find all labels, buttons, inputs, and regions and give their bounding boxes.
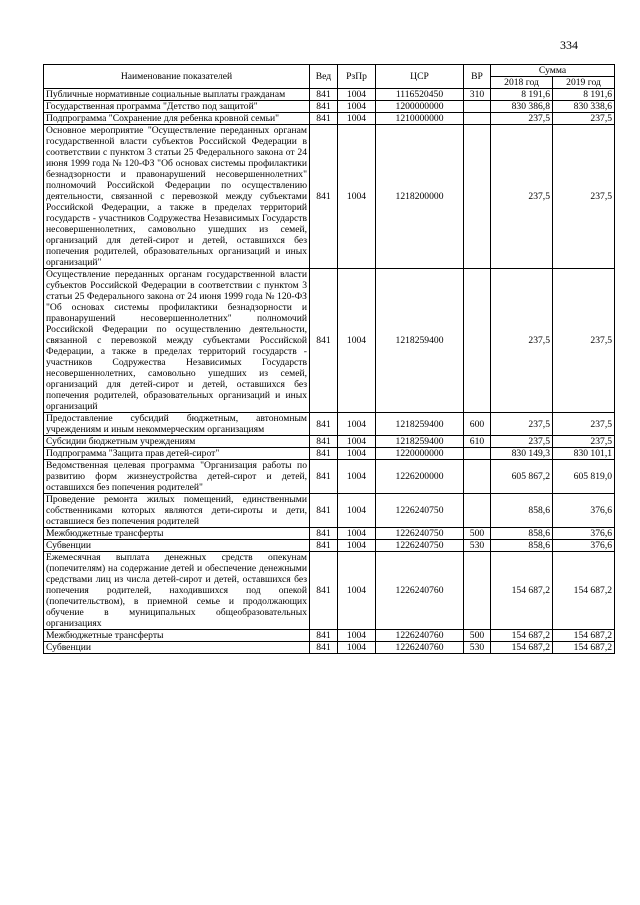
row-rzpr: 1004 <box>338 436 376 448</box>
row-csr: 1116520450 <box>376 89 464 101</box>
row-sum-2018: 237,5 <box>491 113 553 125</box>
table-row <box>44 413 615 436</box>
row-sum-2019: 830 101,1 <box>553 448 615 460</box>
table-row <box>44 540 615 552</box>
row-name: Субвенции <box>44 540 310 552</box>
table-row <box>44 89 615 101</box>
row-sum-2018: 858,6 <box>491 528 553 540</box>
row-rzpr: 1004 <box>338 460 376 494</box>
row-rzpr: 1004 <box>338 494 376 528</box>
row-rzpr: 1004 <box>338 540 376 552</box>
row-name: Субвенции <box>44 642 310 654</box>
row-name: Межбюджетные трансферты <box>44 528 310 540</box>
row-csr: 1218259400 <box>376 413 464 436</box>
row-vr <box>464 460 491 494</box>
row-sum-2019: 376,6 <box>553 494 615 528</box>
row-ved: 841 <box>310 436 338 448</box>
row-sum-2018: 237,5 <box>491 436 553 448</box>
row-rzpr: 1004 <box>338 448 376 460</box>
row-sum-2019: 8 191,6 <box>553 89 615 101</box>
row-ved: 841 <box>310 448 338 460</box>
row-sum-2019: 237,5 <box>553 113 615 125</box>
row-rzpr: 1004 <box>338 89 376 101</box>
row-vr <box>464 269 491 413</box>
row-sum-2019: 376,6 <box>553 528 615 540</box>
row-rzpr: 1004 <box>338 125 376 269</box>
row-ved: 841 <box>310 101 338 113</box>
row-name: Субсидии бюджетным учреждениям <box>44 436 310 448</box>
row-vr <box>464 113 491 125</box>
table-row <box>44 494 615 528</box>
row-sum-2018: 237,5 <box>491 125 553 269</box>
row-rzpr: 1004 <box>338 552 376 630</box>
row-sum-2019: 154 687,2 <box>553 552 615 630</box>
row-rzpr: 1004 <box>338 642 376 654</box>
row-sum-2019: 376,6 <box>553 540 615 552</box>
row-ved: 841 <box>310 642 338 654</box>
row-name: Предоставление субсидий бюджетным, автономным учреждениям и иным некоммерческим организациям <box>44 413 310 436</box>
row-vr <box>464 552 491 630</box>
budget-table <box>43 64 615 654</box>
row-vr <box>464 125 491 269</box>
row-rzpr: 1004 <box>338 113 376 125</box>
row-sum-2018: 154 687,2 <box>491 642 553 654</box>
header-year-2019: 2019 год <box>553 77 615 89</box>
table-row <box>44 125 615 269</box>
row-rzpr: 1004 <box>338 528 376 540</box>
row-ved: 841 <box>310 413 338 436</box>
table-row <box>44 642 615 654</box>
row-ved: 841 <box>310 89 338 101</box>
row-name: Межбюджетные трансферты <box>44 630 310 642</box>
row-csr: 1210000000 <box>376 113 464 125</box>
row-sum-2018: 154 687,2 <box>491 630 553 642</box>
row-rzpr: 1004 <box>338 630 376 642</box>
row-name: Проведение ремонта жилых помещений, единственными собственниками которых являются дети-сироты и дети, оставшиеся без попечения родителей <box>44 494 310 528</box>
row-sum-2018: 237,5 <box>491 269 553 413</box>
row-csr: 1218200000 <box>376 125 464 269</box>
row-name: Осуществление переданных органам государственной власти субъектов Российской Федерации в соответствии с пунктом 3 статьи 25 Федерального закона от 24 июня 1999 года № 120-ФЗ "Об основах системы профилактики безнадзорности и правонарушений несовершеннолетних" полномочий Российской Федерации по осуществлению деятельности, связанной с перевозкой между субъектами Российской Федерации, а также в пределах территорий государств - участников Содружества Независимых Государств несовершеннолетних, самовольно ушедших из семей, организаций для детей-сирот и детей, оставшихся без попечения родителей, образовательных организаций и иных организаций <box>44 269 310 413</box>
row-ved: 841 <box>310 494 338 528</box>
header-csr: ЦСР <box>376 65 464 89</box>
row-sum-2018: 8 191,6 <box>491 89 553 101</box>
table-row <box>44 460 615 494</box>
header-name: Наименование показателей <box>44 65 310 89</box>
row-ved: 841 <box>310 528 338 540</box>
row-ved: 841 <box>310 113 338 125</box>
table-row <box>44 448 615 460</box>
row-ved: 841 <box>310 125 338 269</box>
row-sum-2019: 237,5 <box>553 125 615 269</box>
row-csr: 1218259400 <box>376 269 464 413</box>
header-sum: Сумма <box>491 65 615 77</box>
row-ved: 841 <box>310 269 338 413</box>
row-name: Основное мероприятие "Осуществление переданных органам государственной власти субъектов Российской Федерации в соответствии с пунктом 3 статьи 25 Федерального закона от 24 июня 1999 года № 120-ФЗ "Об основах системы профилактики безнадзорности и правонарушений несовершеннолетних" полномочий Российской Федерации по осуществлению деятельности, связанной с перевозкой между субъектами Российской Федерации, а также в пределах территорий государств - участников Содружества Независимых Государств несовершеннолетних, самовольно ушедших из семей, организаций для детей-сирот и детей, оставшихся без попечения родителей, образовательных организаций и иных организаций" <box>44 125 310 269</box>
row-rzpr: 1004 <box>338 413 376 436</box>
row-name: Подпрограмма "Сохранение для ребенка кровной семьи" <box>44 113 310 125</box>
row-name: Ежемесячная выплата денежных средств опекунам (попечителям) на содержание детей и обеспечение денежными средствами лиц из числа детей-сирот и детей, оставшихся без попечения родителей, находившихся под опекой (попечительством), в приемной семье и продолжающих обучение в муниципальных общеобразовательных организациях <box>44 552 310 630</box>
table-row <box>44 528 615 540</box>
row-sum-2018: 605 867,2 <box>491 460 553 494</box>
header-row <box>44 65 615 77</box>
row-sum-2018: 154 687,2 <box>491 552 553 630</box>
header-vr: ВР <box>464 65 491 89</box>
row-vr: 610 <box>464 436 491 448</box>
row-sum-2019: 237,5 <box>553 269 615 413</box>
row-sum-2019: 830 338,6 <box>553 101 615 113</box>
row-vr: 530 <box>464 540 491 552</box>
row-vr <box>464 101 491 113</box>
row-csr: 1226240750 <box>376 528 464 540</box>
row-csr: 1200000000 <box>376 101 464 113</box>
row-vr: 600 <box>464 413 491 436</box>
row-sum-2018: 237,5 <box>491 413 553 436</box>
row-ved: 841 <box>310 552 338 630</box>
row-name: Ведомственная целевая программа "Организация работы по развитию форм жизнеустройства детей-сирот и детей, оставшихся без попечения родителей" <box>44 460 310 494</box>
row-vr: 530 <box>464 642 491 654</box>
row-sum-2018: 830 386,8 <box>491 101 553 113</box>
table-row <box>44 101 615 113</box>
table-row <box>44 630 615 642</box>
row-csr: 1220000000 <box>376 448 464 460</box>
row-sum-2019: 154 687,2 <box>553 642 615 654</box>
row-sum-2018: 858,6 <box>491 540 553 552</box>
header-rzpr: РзПр <box>338 65 376 89</box>
row-vr: 500 <box>464 528 491 540</box>
row-csr: 1218259400 <box>376 436 464 448</box>
row-vr <box>464 448 491 460</box>
row-csr: 1226240760 <box>376 630 464 642</box>
row-name: Публичные нормативные социальные выплаты гражданам <box>44 89 310 101</box>
row-vr: 310 <box>464 89 491 101</box>
row-csr: 1226240750 <box>376 540 464 552</box>
row-sum-2019: 605 819,0 <box>553 460 615 494</box>
row-csr: 1226240750 <box>376 494 464 528</box>
row-sum-2018: 858,6 <box>491 494 553 528</box>
row-rzpr: 1004 <box>338 269 376 413</box>
row-name: Государственная программа "Детство под защитой" <box>44 101 310 113</box>
row-sum-2018: 830 149,3 <box>491 448 553 460</box>
row-sum-2019: 237,5 <box>553 413 615 436</box>
row-ved: 841 <box>310 460 338 494</box>
row-vr: 500 <box>464 630 491 642</box>
table-row <box>44 269 615 413</box>
row-sum-2019: 154 687,2 <box>553 630 615 642</box>
row-rzpr: 1004 <box>338 101 376 113</box>
row-name: Подпрограмма "Защита прав детей-сирот" <box>44 448 310 460</box>
table-row <box>44 552 615 630</box>
row-ved: 841 <box>310 630 338 642</box>
row-sum-2019: 237,5 <box>553 436 615 448</box>
header-ved: Вед <box>310 65 338 89</box>
row-ved: 841 <box>310 540 338 552</box>
row-csr: 1226240760 <box>376 642 464 654</box>
page-number: 334 <box>560 38 578 52</box>
header-year-2018: 2018 год <box>491 77 553 89</box>
table-row <box>44 113 615 125</box>
row-vr <box>464 494 491 528</box>
table-row <box>44 436 615 448</box>
row-csr: 1226240760 <box>376 552 464 630</box>
row-csr: 1226200000 <box>376 460 464 494</box>
